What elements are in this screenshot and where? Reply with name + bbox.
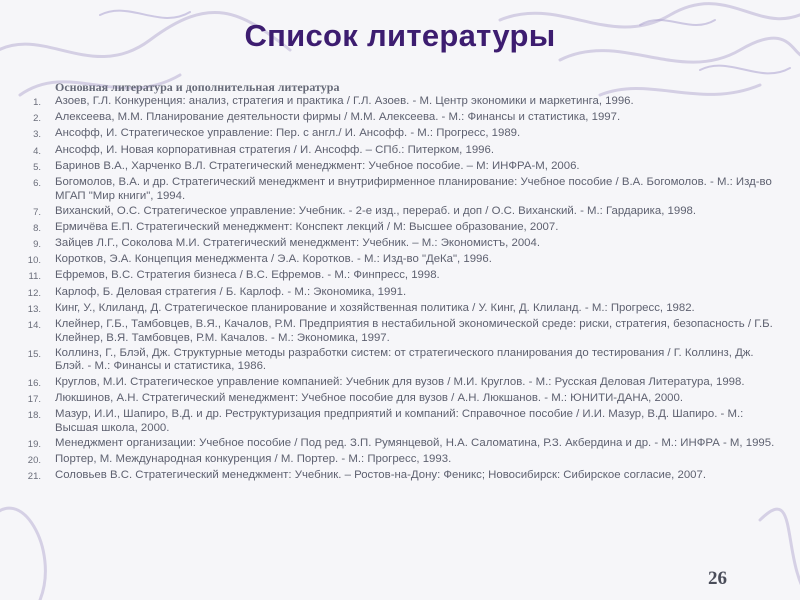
reference-item xyxy=(0,221,800,236)
reference-item xyxy=(0,237,800,252)
reference-number: 4. xyxy=(33,145,41,157)
reference-number: 21. xyxy=(27,471,41,483)
reference-text: Люкшинов, А.Н. Стратегический менеджмент: Учебное пособие для вузов / А.Н. Люкшанов. - М.: ЮНИТИ-ДАНА, 2000. xyxy=(55,391,684,404)
reference-number: 13. xyxy=(27,303,41,315)
reference-number: 9. xyxy=(33,239,41,251)
reference-item xyxy=(0,111,800,126)
reference-number: 20. xyxy=(27,454,41,466)
reference-item xyxy=(0,95,800,110)
reference-text: Клейнер, Г.Б., Тамбовцев, В.Я., Качалов, Р.М. Предприятия в нестабильной экономической среде: риски, стратегия, безопасность / Г.Б. Клейнер, В.Я. Тамбовцев, Р.М. Качалов. - М.: Экономика, 1997. xyxy=(55,318,773,344)
reference-text: Менеджмент организации: Учебное пособие / Под ред. З.П. Румянцевой, Н.А. Саломатина, Р.З. Акбердина и др. - М.: ИНФРА - М, 1995. xyxy=(55,436,775,449)
reference-text: Ермичёва Е.П. Стратегический менеджмент: Конспект лекций / М: Высшее образование, 2007. xyxy=(55,220,559,233)
reference-text: Мазур, И.И., Шапиро, В.Д. и др. Реструктуризация предприятий и компаний: Справочное пособие / И.И. Мазур, В.Д. Шапиро. - М.: Высшая школа, 2000. xyxy=(55,407,744,434)
reference-number: 6. xyxy=(33,177,41,189)
reference-item xyxy=(0,176,800,203)
reference-text: Баринов В.А., Харченко В.Л. Стратегический менеджмент: Учебное пособие. – М: ИНФРА-М, 2006. xyxy=(55,159,580,172)
reference-text: Зайцев Л.Г., Соколова М.И. Стратегический менеджмент: Учебник. – М.: Экономистъ, 2004. xyxy=(55,237,541,250)
reference-number: 8. xyxy=(33,222,41,234)
reference-number: 11. xyxy=(28,271,41,283)
reference-number: 2. xyxy=(33,113,41,125)
reference-item xyxy=(0,408,800,435)
page-number: 26 xyxy=(708,568,727,589)
reference-number: 5. xyxy=(33,161,41,173)
reference-list xyxy=(0,95,800,485)
reference-item xyxy=(0,376,800,391)
reference-item xyxy=(0,205,800,220)
reference-number: 15. xyxy=(27,348,41,360)
reference-number: 3. xyxy=(33,129,41,141)
reference-item xyxy=(0,392,800,407)
reference-item xyxy=(0,318,800,345)
reference-number: 14. xyxy=(27,320,41,332)
reference-number: 7. xyxy=(33,206,41,218)
reference-item xyxy=(0,269,800,284)
reference-number: 16. xyxy=(27,377,41,389)
reference-number: 18. xyxy=(27,409,41,421)
reference-number: 1. xyxy=(33,97,41,108)
list-subtitle: Основная литература и дополнительная литература xyxy=(55,80,340,94)
reference-text: Карлоф, Б. Деловая стратегия / Б. Карлоф. - М.: Экономика, 1991. xyxy=(55,285,407,298)
slide-title: Список литературы xyxy=(244,18,556,53)
reference-item xyxy=(0,453,800,468)
reference-text: Богомолов, В.А. и др. Стратегический менеджмент и внутрифирменное планирование: Учебное пособие / В.А. Богомолов. - М.: Изд-во МГАП "Мир книги", 1994. xyxy=(55,175,772,202)
reference-text: Ансофф, И. Стратегическое управление: Пер. с англ./ И. Ансофф. - М.: Прогресс, 1989. xyxy=(55,127,521,140)
reference-number: 19. xyxy=(27,438,41,450)
reference-item xyxy=(0,347,800,374)
reference-text: Азоев, Г.Л. Конкуренция: анализ, стратегия и практика / Г.Л. Азоев. - М. Центр экономики и маркетинга, 1996. xyxy=(55,95,634,107)
reference-text: Коротков, Э.А. Концепция менеджмента / Э.А. Коротков. - М.: Изд-во "ДеКа", 1996. xyxy=(55,253,492,266)
reference-text: Ансофф, И. Новая корпоративная стратегия / И. Ансофф. – СПб.: Питерком, 1996. xyxy=(55,143,495,156)
reference-number: 17. xyxy=(27,393,41,405)
reference-item xyxy=(0,127,800,142)
reference-item xyxy=(0,286,800,301)
reference-item xyxy=(0,160,800,175)
reference-text: Круглов, М.И. Стратегическое управление компанией: Учебник для вузов / М.И. Круглов. - М.: Русская Деловая Литература, 1998. xyxy=(55,375,745,388)
reference-item xyxy=(0,302,800,317)
reference-text: Портер, М. Международная конкуренция / М. Портер. - М.: Прогресс, 1993. xyxy=(55,452,452,465)
reference-text: Алексеева, М.М. Планирование деятельности фирмы / М.М. Алексеева. - М.: Финансы и статистика, 1997. xyxy=(55,111,621,124)
reference-item xyxy=(0,437,800,452)
reference-item xyxy=(0,469,800,484)
reference-text: Ефремов, В.С. Стратегия бизнеса / В.С. Ефремов. - М.: Финпресс, 1998. xyxy=(55,269,440,282)
reference-text: Коллинз, Г., Блэй, Дж. Структурные методы разработки систем: от стратегического планирования до тестирования / Г. Коллинз, Дж. Блэй. - М.: Финансы и статистика, 1986. xyxy=(55,346,754,373)
reference-text: Виханский, О.С. Стратегическое управление: Учебник. - 2-е изд., перераб. и доп / О.С. Виханский. - М.: Гардарика, 1998. xyxy=(55,204,697,217)
reference-item xyxy=(0,144,800,159)
reference-text: Соловьев В.С. Стратегический менеджмент: Учебник. – Ростов-на-Дону: Феникс; Новосибирск: Сибирское согласие, 2007. xyxy=(55,469,707,482)
reference-item xyxy=(0,253,800,268)
reference-text: Кинг, У., Клиланд, Д. Стратегическое планирование и хозяйственная политика / У. Кинг, Д. Клиланд. - М.: Прогресс, 1982. xyxy=(55,301,695,314)
reference-number: 10. xyxy=(27,255,41,267)
reference-number: 12. xyxy=(27,287,41,299)
